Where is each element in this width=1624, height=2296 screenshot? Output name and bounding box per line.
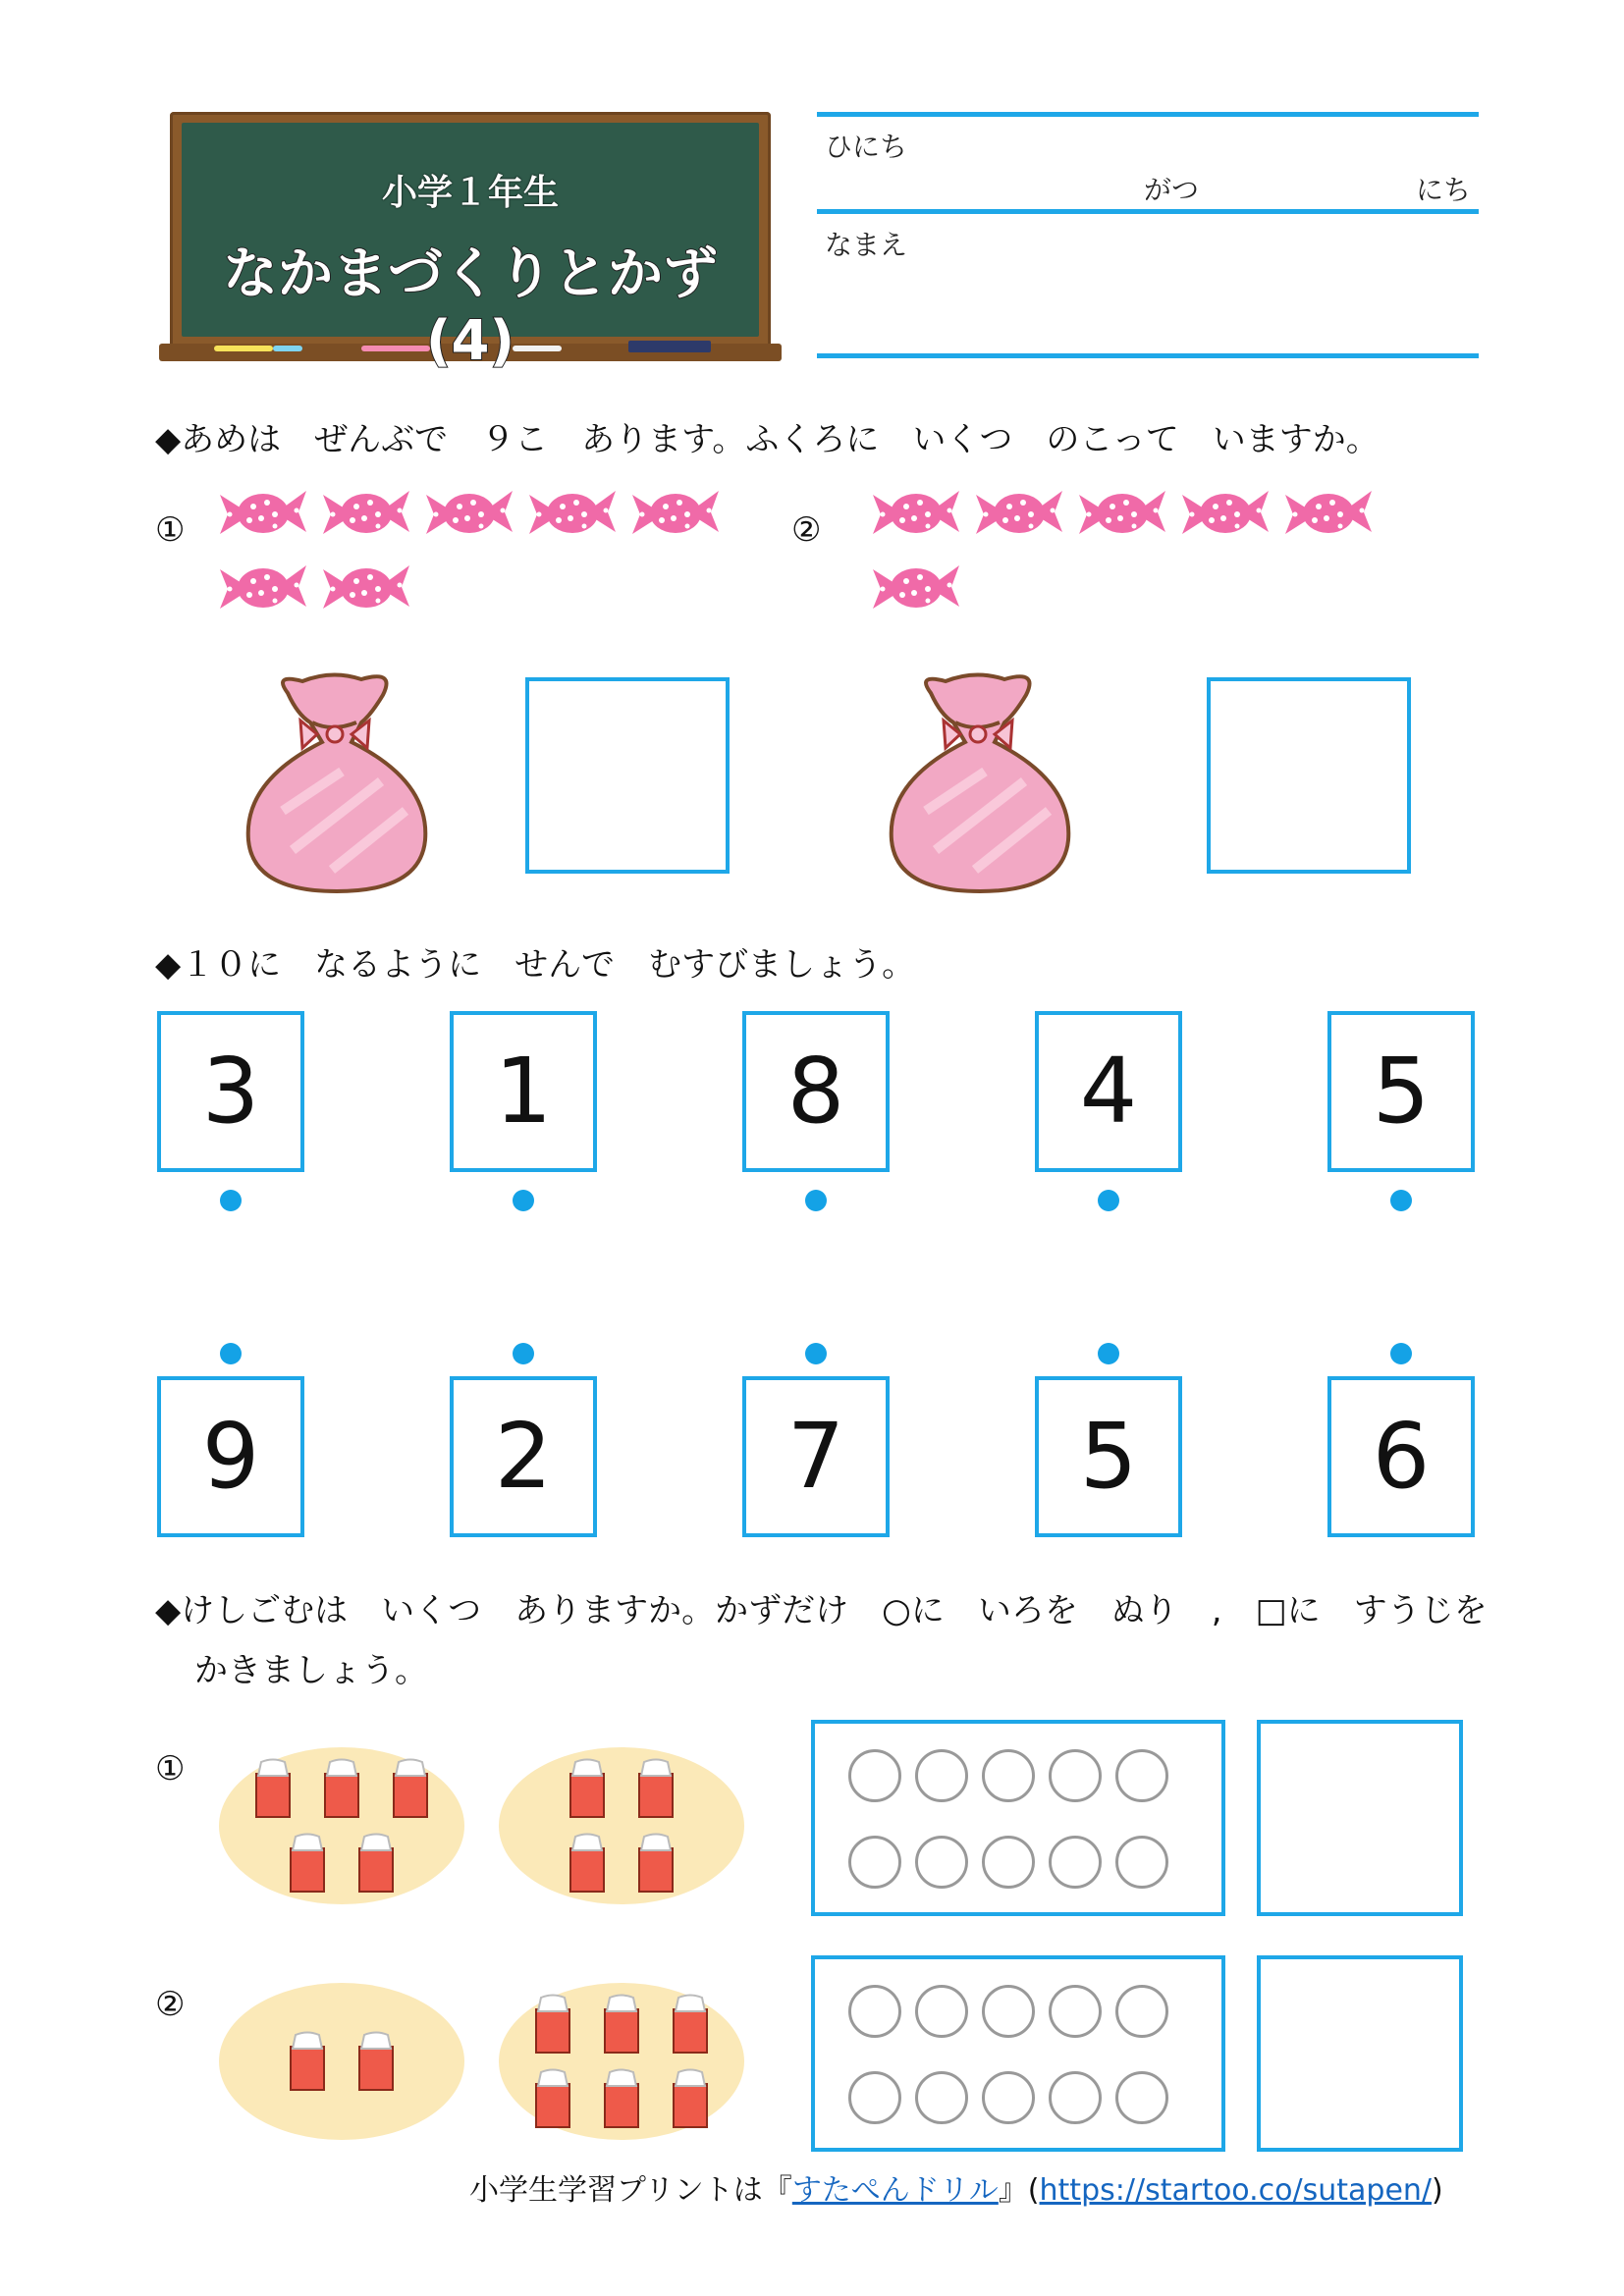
- color-circle[interactable]: [915, 1836, 968, 1889]
- grade-label: 小学１年生: [381, 173, 559, 213]
- color-circle[interactable]: [1049, 1836, 1102, 1889]
- section1-instruction: ◆あめは ぜんぶで ９こ あります。ふくろに いくつ のこって いますか。: [155, 420, 1380, 459]
- eraser-icon: [602, 1994, 641, 2055]
- connect-dot[interactable]: [1390, 1190, 1412, 1211]
- footer-suffix: ): [1432, 2173, 1443, 2208]
- eraser-icon: [253, 1758, 293, 1819]
- bag-icon: [877, 664, 1083, 899]
- connect-dot[interactable]: [1390, 1343, 1412, 1364]
- number-value: 5: [1372, 1039, 1431, 1144]
- candy-icon: [525, 481, 620, 546]
- number-value: 3: [201, 1039, 260, 1144]
- color-circle[interactable]: [848, 1749, 901, 1802]
- site-link[interactable]: すたぺんドリル: [791, 2173, 999, 2208]
- section3-instruction: ◆けしごむは いくつ ありますか。かずだけ ○に いろを ぬり , □に すうじを: [155, 1591, 1488, 1630]
- candy-icon: [869, 556, 963, 620]
- color-circle[interactable]: [1049, 1985, 1102, 2038]
- eraser-icon: [533, 2068, 572, 2129]
- footer: [469, 2165, 1443, 2209]
- eraser-icon: [322, 1758, 361, 1819]
- eraser-icon: [636, 1833, 676, 1894]
- candy-icon: [628, 481, 723, 546]
- connect-dot[interactable]: [1098, 1343, 1119, 1364]
- candy-icon: [216, 481, 310, 546]
- connect-dot[interactable]: [513, 1343, 534, 1364]
- candy-icon: [869, 481, 963, 546]
- number-value: 6: [1372, 1404, 1431, 1509]
- eraser-icon: [636, 1758, 676, 1819]
- name-line: [817, 353, 1479, 358]
- connect-dot[interactable]: [220, 1343, 242, 1364]
- candy-icon: [319, 481, 413, 546]
- day-label: にち: [1416, 174, 1472, 206]
- connect-dot[interactable]: [513, 1190, 534, 1211]
- eraser-icon: [356, 2031, 396, 2092]
- eraser-icon: [288, 2031, 327, 2092]
- color-circle[interactable]: [1115, 2071, 1168, 2124]
- color-circle[interactable]: [1049, 1749, 1102, 1802]
- number-value: 7: [786, 1404, 845, 1509]
- candy-icon: [216, 556, 310, 620]
- color-circle[interactable]: [982, 1836, 1035, 1889]
- color-circle[interactable]: [1049, 2071, 1102, 2124]
- color-circle[interactable]: [915, 2071, 968, 2124]
- eraser-icon: [533, 1994, 572, 2055]
- color-circle[interactable]: [848, 1985, 901, 2038]
- date-top-line: [817, 112, 1479, 117]
- eraser-icon: [288, 1833, 327, 1894]
- plate: [499, 1747, 744, 1904]
- number-value: 1: [494, 1039, 553, 1144]
- candy-icon: [1075, 481, 1169, 546]
- candy-icon: [319, 556, 413, 620]
- number-card[interactable]: [450, 1376, 597, 1537]
- connect-dot[interactable]: [805, 1190, 827, 1211]
- plate: [219, 1983, 464, 2140]
- color-circle[interactable]: [848, 2071, 901, 2124]
- color-circle[interactable]: [982, 2071, 1035, 2124]
- number-card[interactable]: [1035, 1011, 1182, 1172]
- section2-instruction: ◆１０に なるように せんで むすびましょう。: [155, 945, 916, 985]
- number-value: 5: [1079, 1404, 1138, 1509]
- number-value: 4: [1079, 1039, 1138, 1144]
- number-card[interactable]: [157, 1376, 304, 1537]
- eraser-icon: [391, 1758, 430, 1819]
- number-card[interactable]: [157, 1011, 304, 1172]
- problem-label: ②: [791, 510, 822, 550]
- answer-box[interactable]: [1257, 1720, 1463, 1916]
- number-value: 9: [201, 1404, 260, 1509]
- number-card[interactable]: [450, 1011, 597, 1172]
- candy-icon: [1281, 481, 1376, 546]
- answer-box[interactable]: [1257, 1955, 1463, 2152]
- candy-icon: [1178, 481, 1272, 546]
- connect-dot[interactable]: [805, 1343, 827, 1364]
- eraser-icon: [568, 1833, 607, 1894]
- name-label: なまえ: [825, 229, 908, 261]
- color-circle[interactable]: [1115, 1985, 1168, 2038]
- date-bottom-line: [817, 209, 1479, 214]
- month-label: がつ: [1144, 174, 1200, 206]
- color-circle[interactable]: [915, 1749, 968, 1802]
- problem-label: ②: [155, 1985, 186, 2024]
- number-card[interactable]: [1327, 1011, 1475, 1172]
- answer-box[interactable]: [1207, 677, 1411, 874]
- date-label: ひにち: [825, 131, 908, 163]
- bag-icon: [234, 664, 440, 899]
- connect-dot[interactable]: [220, 1190, 242, 1211]
- page-title: なかまづくりとかず(4): [223, 242, 718, 373]
- footer-prefix: 小学生学習プリントは『: [469, 2173, 792, 2208]
- eraser-icon: [356, 1833, 396, 1894]
- number-card[interactable]: [742, 1376, 890, 1537]
- url-link[interactable]: https://startoo.co/sutapen/: [1039, 2173, 1433, 2208]
- eraser-icon: [671, 2068, 710, 2129]
- problem-label: ①: [155, 1749, 186, 1789]
- number-card[interactable]: [742, 1011, 890, 1172]
- color-circle[interactable]: [982, 1749, 1035, 1802]
- number-card[interactable]: [1327, 1376, 1475, 1537]
- footer-middle: 』(: [998, 2173, 1040, 2208]
- number-value: 2: [494, 1404, 553, 1509]
- color-circle[interactable]: [1115, 1749, 1168, 1802]
- color-circle[interactable]: [848, 1836, 901, 1889]
- candy-icon: [972, 481, 1066, 546]
- eraser-icon: [671, 1994, 710, 2055]
- candy-icon: [422, 481, 516, 546]
- number-value: 8: [786, 1039, 845, 1144]
- color-circle[interactable]: [1115, 1836, 1168, 1889]
- color-circle[interactable]: [915, 1985, 968, 2038]
- answer-box[interactable]: [525, 677, 730, 874]
- eraser-icon: [568, 1758, 607, 1819]
- number-card[interactable]: [1035, 1376, 1182, 1537]
- connect-dot[interactable]: [1098, 1190, 1119, 1211]
- problem-label: ①: [155, 510, 186, 550]
- eraser-icon: [602, 2068, 641, 2129]
- section3-instruction-line2: かきましょう。: [194, 1651, 428, 1690]
- color-circle[interactable]: [982, 1985, 1035, 2038]
